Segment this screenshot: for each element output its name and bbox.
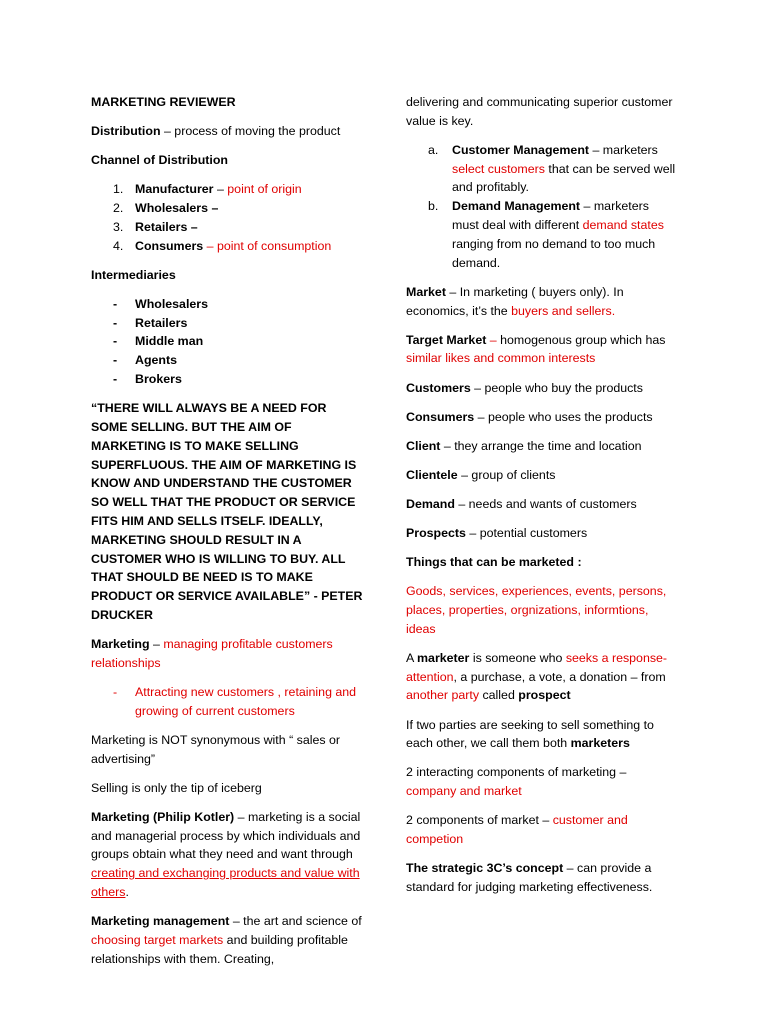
marketing-management-continued: delivering and communicating superior customer value is key. [406,95,673,128]
list-number: 1. [113,182,124,197]
term: The strategic 3C’s concept [406,861,564,876]
text: , a purchase, a vote, a donation – from [453,669,666,684]
list-item: - Retailers [113,315,188,330]
list-item-text: Attracting new customers , retaining and growing of current customers [135,684,357,718]
right-column [406,93,678,907]
definition: – needs and wants of customers [454,496,637,511]
term: Marketing management [91,914,230,929]
list-item: - Wholesalers [113,296,208,311]
marketer-definition [406,649,678,705]
term: Marketing (Philip Kotler) [91,809,235,824]
components-market [406,811,678,849]
term: prospect [518,688,571,703]
definition: – marketing is a social and managerial process by which individuals and groups obtain what they need and want through [91,809,361,862]
term: Demand [406,496,455,511]
definition: – can provide a standard for judging marketing effectiveness. [406,861,653,895]
page-title: MARKETING REVIEWER [91,95,236,109]
list-item: - Attracting new customers , retaining and growing of current customers [113,684,357,718]
text: is someone who [469,650,566,665]
three-c-concept [406,859,678,897]
term: Prospects [406,526,466,541]
term: Consumers [406,409,475,424]
client-definition [406,437,678,456]
list-item [406,197,678,272]
marketing-sublist [91,683,363,721]
definition: – group of clients [457,467,556,482]
list-item [91,199,363,218]
market-definition [406,283,678,321]
punctuation: . [125,884,129,899]
list-letter: b. [428,199,439,214]
separator: – [149,637,164,651]
separator: – [486,332,501,347]
text: 2 components of market – [406,813,553,828]
demand-definition [406,495,678,514]
definition-continued: that can be served well and profitably. [452,161,676,195]
term: Consumers [135,238,204,253]
term: Market [406,284,446,299]
highlight: choosing target markets [91,932,224,947]
components-marketing [406,763,678,801]
highlight: select customers [452,161,545,176]
definition: homogenous group which has [500,332,666,347]
list-item [91,180,363,199]
management-list [406,141,678,273]
list-item-text: Wholesalers [135,296,208,311]
list-item-text: Brokers [135,372,182,387]
kotler-definition [91,808,363,902]
definition: – marketers [589,142,658,157]
definition-continued: ranging from no demand to too much demand. [452,236,656,270]
definition: – process of moving the product [160,124,341,139]
iceberg-text: Selling is only the tip of iceberg [91,780,262,795]
term: Manufacturer [135,182,214,197]
list-item [91,218,363,237]
marketing-management-definition [91,912,363,968]
separator: – [187,219,198,234]
highlight: point of origin [227,182,302,197]
term: Distribution [91,124,161,139]
customers-definition [406,379,678,398]
definition-continued: and building profitable relationships with them. Creating, [91,932,348,966]
term: Marketing [91,637,150,651]
list-letter: a. [428,142,439,157]
highlight: – point of consumption [203,238,332,253]
highlight: company and market [406,784,522,799]
highlight: similar likes and common interests [406,351,596,366]
two-parties-text [406,716,678,754]
highlight: demand states [582,218,664,233]
highlight: another party [406,688,480,703]
intermediaries-list [91,295,363,389]
list-item: - Brokers [113,372,182,387]
highlight: buyers and sellers. [511,303,616,318]
consumers-definition [406,408,678,427]
definition: – the art and science of [229,914,362,929]
term: Demand Management [452,199,581,214]
left-column [91,93,363,979]
target-market-definition [406,331,678,369]
list-item [91,237,363,256]
prospects-definition [406,524,678,543]
list-number: 2. [113,201,124,216]
term: Retailers [135,219,188,234]
term: Wholesalers [135,201,208,216]
things-list: Goods, services, experiences, events, persons, places, properties, orgnizations, informtions, ideas [406,584,667,636]
distribution-definition [91,122,363,141]
definition: – people who buy the products [470,380,643,395]
list-number: 3. [113,219,124,234]
list-item-text: Agents [135,353,177,368]
definition: – marketers must deal with different [452,199,649,233]
definition: – they arrange the time and location [440,438,642,453]
separator: – [213,182,228,197]
list-item: - Middle man [113,334,204,349]
definition: – potential customers [465,526,588,541]
text: A [406,650,418,665]
term: Client [406,438,441,453]
term: Customers [406,380,471,395]
intermediaries-heading: Intermediaries [91,267,176,282]
highlight: seeks a response- attention [406,650,668,684]
highlight: creating and exchanging products and value with others [91,866,360,899]
channel-heading: Channel of Distribution [91,153,228,168]
separator: – [208,201,219,216]
highlight: customer and competion [406,813,628,847]
clientele-definition [406,466,678,485]
list-number: 4. [113,238,124,253]
list-item: - Agents [113,353,177,368]
highlight: managing profitable customers relationships [91,637,333,670]
things-heading: Things that can be marketed : [406,555,582,570]
text: If two parties are seeking to sell something to each other, we call them both [406,717,654,751]
list-item-text: Middle man [135,334,204,349]
not-synonymous-text: Marketing is NOT synonymous with “ sales or advertising” [91,732,341,766]
list-item-text: Retailers [135,315,188,330]
channel-list [91,180,363,255]
term: marketers [570,736,630,751]
term: Customer Management [452,142,590,157]
text: 2 interacting components of marketing – [406,765,627,780]
drucker-quote: “THERE WILL ALWAYS BE A NEED FOR SOME SELLING. BUT THE AIM OF MARKETING IS TO MAKE SELLING SUPERFLUOUS. THE AIM OF MARKETING IS KNOW AND UNDERSTAND THE CUSTOMER SO WELL THAT THE PRODUCT OR SERVICE FITS HIM AND SELLS ITSELF. IDEALLY, MARKETING SHOULD RESULT IN A CUSTOMER WHO IS WILLING TO BUY. ALL THAT SHOULD BE NEED IS TO MAKE PRODUCT OR SERVICE AVAILABLE” - PETER DRUCKER [91,401,363,622]
marketing-definition [91,635,363,673]
term: Target Market [406,332,487,347]
term: marketer [417,650,470,665]
definition: – people who uses the products [474,409,653,424]
term: Clientele [406,467,458,482]
text: called [479,688,519,703]
definition: – In marketing ( buyers only). In economics, it’s the [406,284,624,318]
list-item [406,141,678,197]
